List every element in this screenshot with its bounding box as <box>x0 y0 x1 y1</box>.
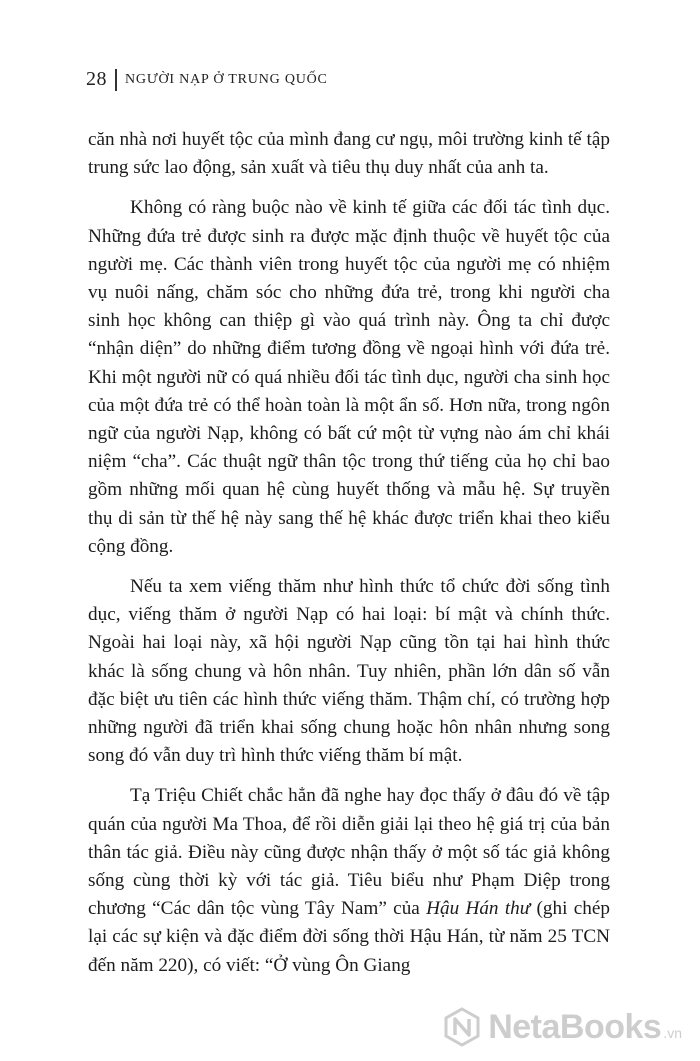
running-header <box>86 68 328 91</box>
page-number: 28 <box>86 68 107 90</box>
netabooks-logo-icon <box>442 1007 482 1047</box>
netabooks-watermark <box>442 1007 682 1047</box>
book-title-italic: Hậu Hán thư <box>426 898 531 920</box>
paragraph-1: căn nhà nơi huyết tộc của mình đang cư ngụ, môi trường kinh tế tập trung sức lao động, sản xuất và tiêu thụ duy nhất của anh ta. <box>88 129 610 179</box>
paragraph-4-part-b: (ghi chép lại các sự kiện và đặc điểm đời sống thời Hậu Hán, từ năm 25 TCN đến năm 220), có viết: “Ở vùng Ôn Giang <box>88 898 610 976</box>
paragraph-4 <box>88 782 610 979</box>
book-title: NGƯỜI NẠP Ở TRUNG QUỐC <box>125 71 328 87</box>
watermark-suffix: .vn <box>663 1025 682 1041</box>
body-text <box>88 126 610 992</box>
paragraph-3: Nếu ta xem viếng thăm như hình thức tổ chức đời sống tình dục, viếng thăm ở người Nạp có hai loại: bí mật và chính thức. Ngoài hai loại này, xã hội người Nạp cũng tồn tại hai hình thức khác là sống chung và hôn nhân. Tuy nhiên, phần lớn dân số vẫn đặc biệt ưu tiên các hình thức viếng thăm. Thậm chí, có trường hợp những người đã triển khai sống chung hoặc hôn nhân nhưng song song đó vẫn duy trì hình thức viếng thăm bí mật. <box>88 576 610 767</box>
paragraph-4-part-a: Tạ Triệu Chiết chắc hẳn đã nghe hay đọc thấy ở đâu đó về tập quán của người Ma Thoa, để rồi diễn giải lại theo hệ giá trị của bản thân tác giả. Điều này cũng được nhận thấy ở một số tác giả không sống cùng thời kỳ với tác giả. Tiêu biểu như Phạm Diệp trong chương “Các dân tộc vùng Tây Nam” của <box>88 785 610 920</box>
watermark-brand: NetaBooks <box>488 1007 662 1046</box>
paragraph-2: Không có ràng buộc nào về kinh tế giữa các đối tác tình dục. Những đứa trẻ được sinh ra được mặc định thuộc về huyết tộc của người mẹ. Các thành viên trong huyết tộc của người mẹ có nhiệm vụ nuôi nấng, chăm sóc cho những đứa trẻ, trong khi người cha sinh học không can thiệp gì vào quá trình này. Ông ta chỉ được “nhận diện” do những điểm tương đồng về ngoại hình với đứa trẻ. Khi một người nữ có quá nhiều đối tác tình dục, người cha sinh học của một đứa trẻ có thể hoàn toàn là một ẩn số. Hơn nữa, trong ngôn ngữ của người Nạp, không có bất cứ một từ vựng nào ám chỉ khái niệm “cha”. Các thuật ngữ thân tộc trong thứ tiếng của họ chỉ bao gồm những mối quan hệ cùng huyết thống và mẫu hệ. Sự truyền thụ di sản từ thế hệ này sang thế hệ khác được triển khai theo kiểu cộng đồng. <box>88 197 610 557</box>
header-divider <box>115 69 117 91</box>
